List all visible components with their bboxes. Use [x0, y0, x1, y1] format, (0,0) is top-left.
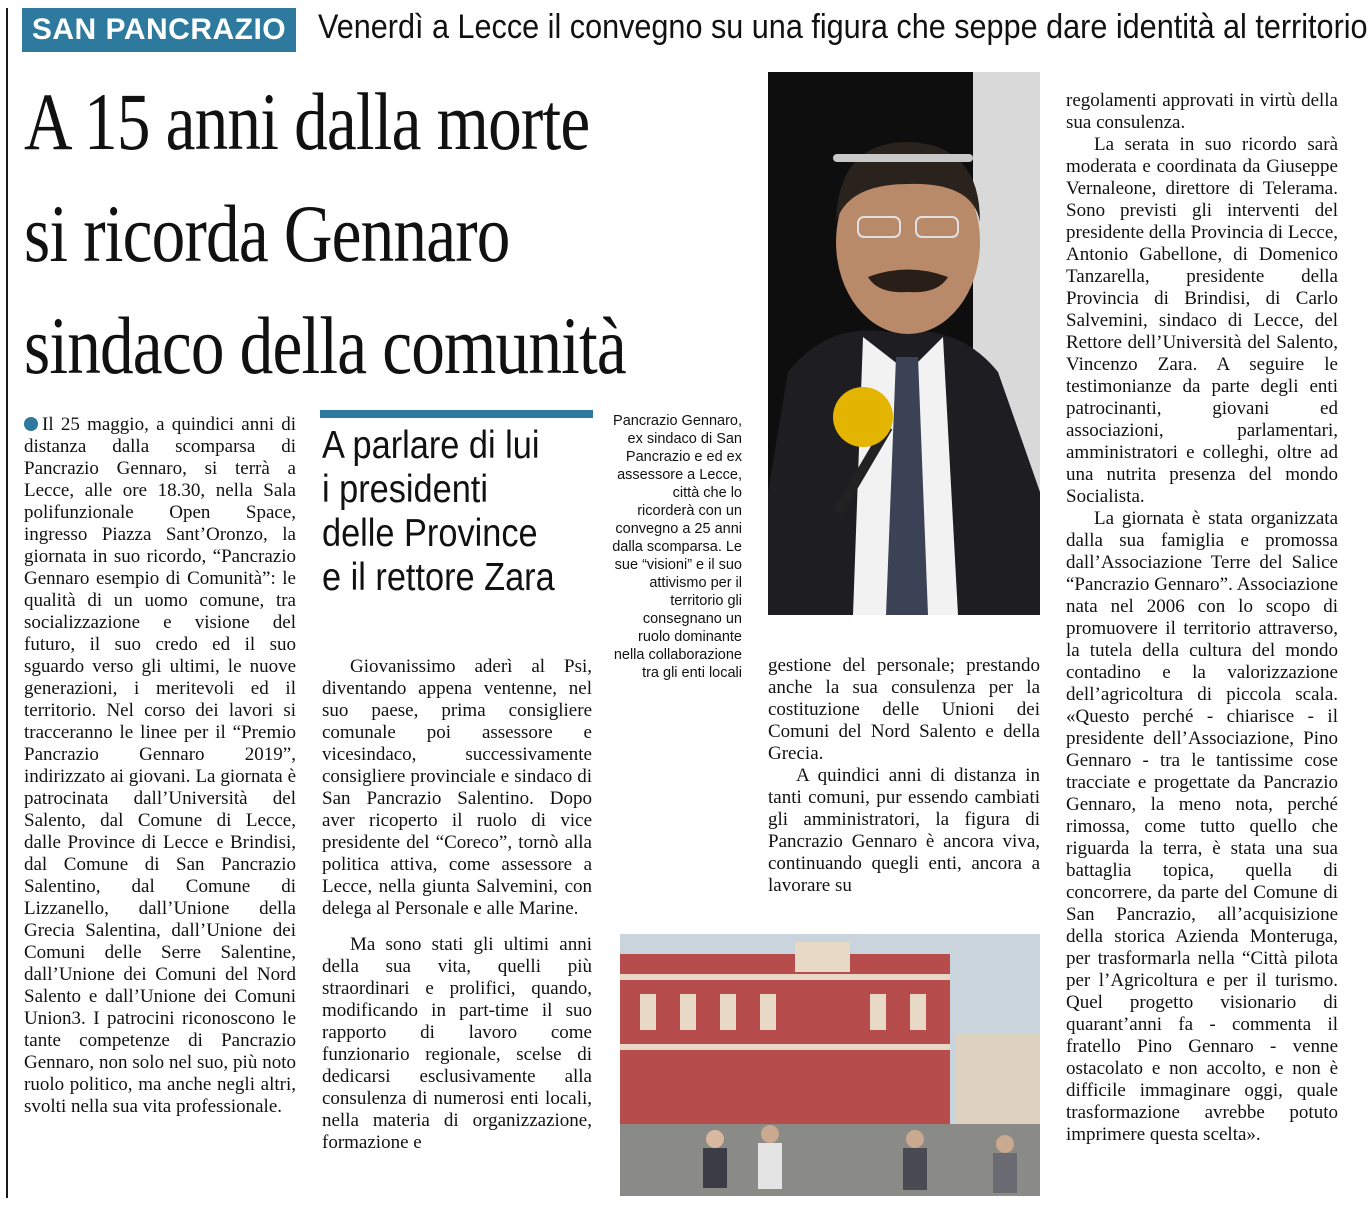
- article-column-4: [1066, 90, 1338, 1146]
- kicker: Venerdì a Lecce il convegno su una figura che seppe dare identità al territorio: [318, 8, 1368, 46]
- portrait-photo: [768, 72, 1040, 615]
- headline-line: A 15 anni dalla morte: [24, 76, 590, 167]
- town-hall-photo: [620, 934, 1040, 1196]
- headline-line: sindaco della comunità: [24, 300, 626, 391]
- paragraph: Ma sono stati gli ultimi anni della sua vita, quelli più straordinari e prolifici, quando, modificando in part-time il suo rapporto di lavoro come funzionario regionale, scelse di dedicarsi esclusivamente alla consulenza di numerosi enti locali, nella materia di organizzazione, formazione e: [322, 934, 592, 1153]
- paragraph: Giovanissimo aderì al Psi, diventando appena ventenne, nel suo paese, prima consigliere comunale poi assessore e vicesindaco, successivamente consigliere provinciale e sindaco di San Pancrazio Salentino. Dopo aver ricoperto il ruolo di vice presidente del “Coreco”, tornò alla politica attiva, come assessore a Lecce, nella giunta Salvemini, con delega al Personale e alle Marine.: [322, 656, 592, 919]
- subheadline-line: i presidenti: [322, 468, 488, 511]
- paragraph: La serata in suo ricordo sarà moderata e coordinata da Giuseppe Vernaleone, direttore di Telerama. Sono previsti gli interventi del presidente della Provincia di Lecce, Antonio Gabellone, di Domenico Tanzarella, presidente della Provincia di Brindisi, di Carlo Salvemini, sindaco di Lecce, del Rettore dell’Università del Salento, Vincenzo Zara. A seguire le testimonianze da parte degli enti patrocinanti, giovani ed associazioni, parlamentari, amministratori e colleghi, oltre ad una nutrita presenza del mondo Socialista.: [1066, 134, 1338, 507]
- photo-caption: Pancrazio Gennaro, ex sindaco di San Pancrazio e ed ex assessore a Lecce, città che lo ricorderà con un convegno a 25 anni dalla scomparsa. Le sue “visioni” e il suo attivismo per il territorio gli consegnano un ruolo dominante nella collaborazione tra gli enti locali: [612, 413, 742, 681]
- headline: [24, 66, 746, 402]
- subheadline-line: e il rettore Zara: [322, 556, 555, 599]
- paragraph: Il 25 maggio, a quindici anni di distanza dalla scomparsa di Pancrazio Gennaro, si terrà a Lecce, alle ore 18.30, nella Sala polifunzionale Open Space, ingresso Piazza Sant’Oronzo, la giornata in suo ricordo, “Pancrazio Gennaro esempio di Comunità”: le qualità di un uomo comune, tra socializzazione e visione del futuro, il suo credo ed il suo sguardo verso gli ultimi, le nuove generazioni, i meritevoli ed il territorio. Nel corso dei lavori si tracceranno le linee per il “Premio Pancrazio Gennaro 2019”, indirizzato ai giovani. La giornata è patrocinata dall’Università del Salento, dal Comune di Lecce, dalle Province di Lecce e Brindisi, dal Comune di San Pancrazio Salentino, dal Comune di Lizzanello, dall’Unione della Grecia Salentina, dall’Unione dei Comuni delle Serre Salentine, dall’Unione dei Comuni del Nord Salento e dall’Unione dei Comuni Union3. I patrocini riconoscono le tante competenze di Pancrazio Gennaro, non solo nel suo, più noto ruolo politico, ma anche negli altri, svolti nella sua vita professionale.: [24, 414, 296, 1117]
- paragraph: La giornata è stata organizzata dalla sua famiglia e promossa dall’Associazione Terre del Salice “Pancrazio Gennaro”. Associazione nata nel 2006 con lo scopo di promuovere il territorio attraverso, la tutela della cultura del mondo contadino e la valorizzazione dell’agricoltura di piccola scala. «Questo perché - chiarisce - il presidente dell’Associazione, Pino Gennaro - tra le tantissime cose tracciate e progettate da Pancrazio Gennaro, la meno nota, perché rimossa, come tutto quello che riguarda la terra, è stata una sua battaglia topica, quella di concorrere, da parte del Comune di San Pancrazio, all’acquisizione della storica Azienda Monteruga, per trasformarla nella “Città pilota per l’Agricoltura e per il turismo. Quel progetto visionario di quarant’anni fa - commenta il fratello Pino Gennaro - venne ostacolato e non accolto, e non è difficile immaginare oggi, quale trasformazione avrebbe potuto imprimere questa scelta».: [1066, 508, 1338, 1145]
- subheadline: [322, 424, 586, 600]
- article-column-3: [768, 655, 1040, 897]
- subheadline-line: A parlare di lui: [322, 424, 540, 467]
- column-rule: [6, 8, 8, 1198]
- paragraph: gestione del personale; prestando anche la sua consulenza per la costituzione delle Unioni dei Comuni del Nord Salento e della Grecia.: [768, 655, 1040, 764]
- subheadline-bar: [320, 410, 593, 418]
- paragraph: A quindici anni di distanza in tanti comuni, pur essendo cambiati gli amministratori, la figura di Pancrazio Gennaro è ancora viva, continuando quegli enti, ancora a lavorare su: [768, 765, 1040, 896]
- subheadline-line: delle Province: [322, 512, 538, 555]
- bullet-icon: [24, 417, 38, 431]
- paragraph: regolamenti approvati in virtù della sua consulenza.: [1066, 90, 1338, 133]
- article-column-2: [322, 656, 592, 1154]
- headline-line: si ricorda Gennaro: [24, 188, 510, 279]
- article-column-1: [24, 414, 296, 1118]
- section-label: SAN PANCRAZIO: [22, 8, 296, 52]
